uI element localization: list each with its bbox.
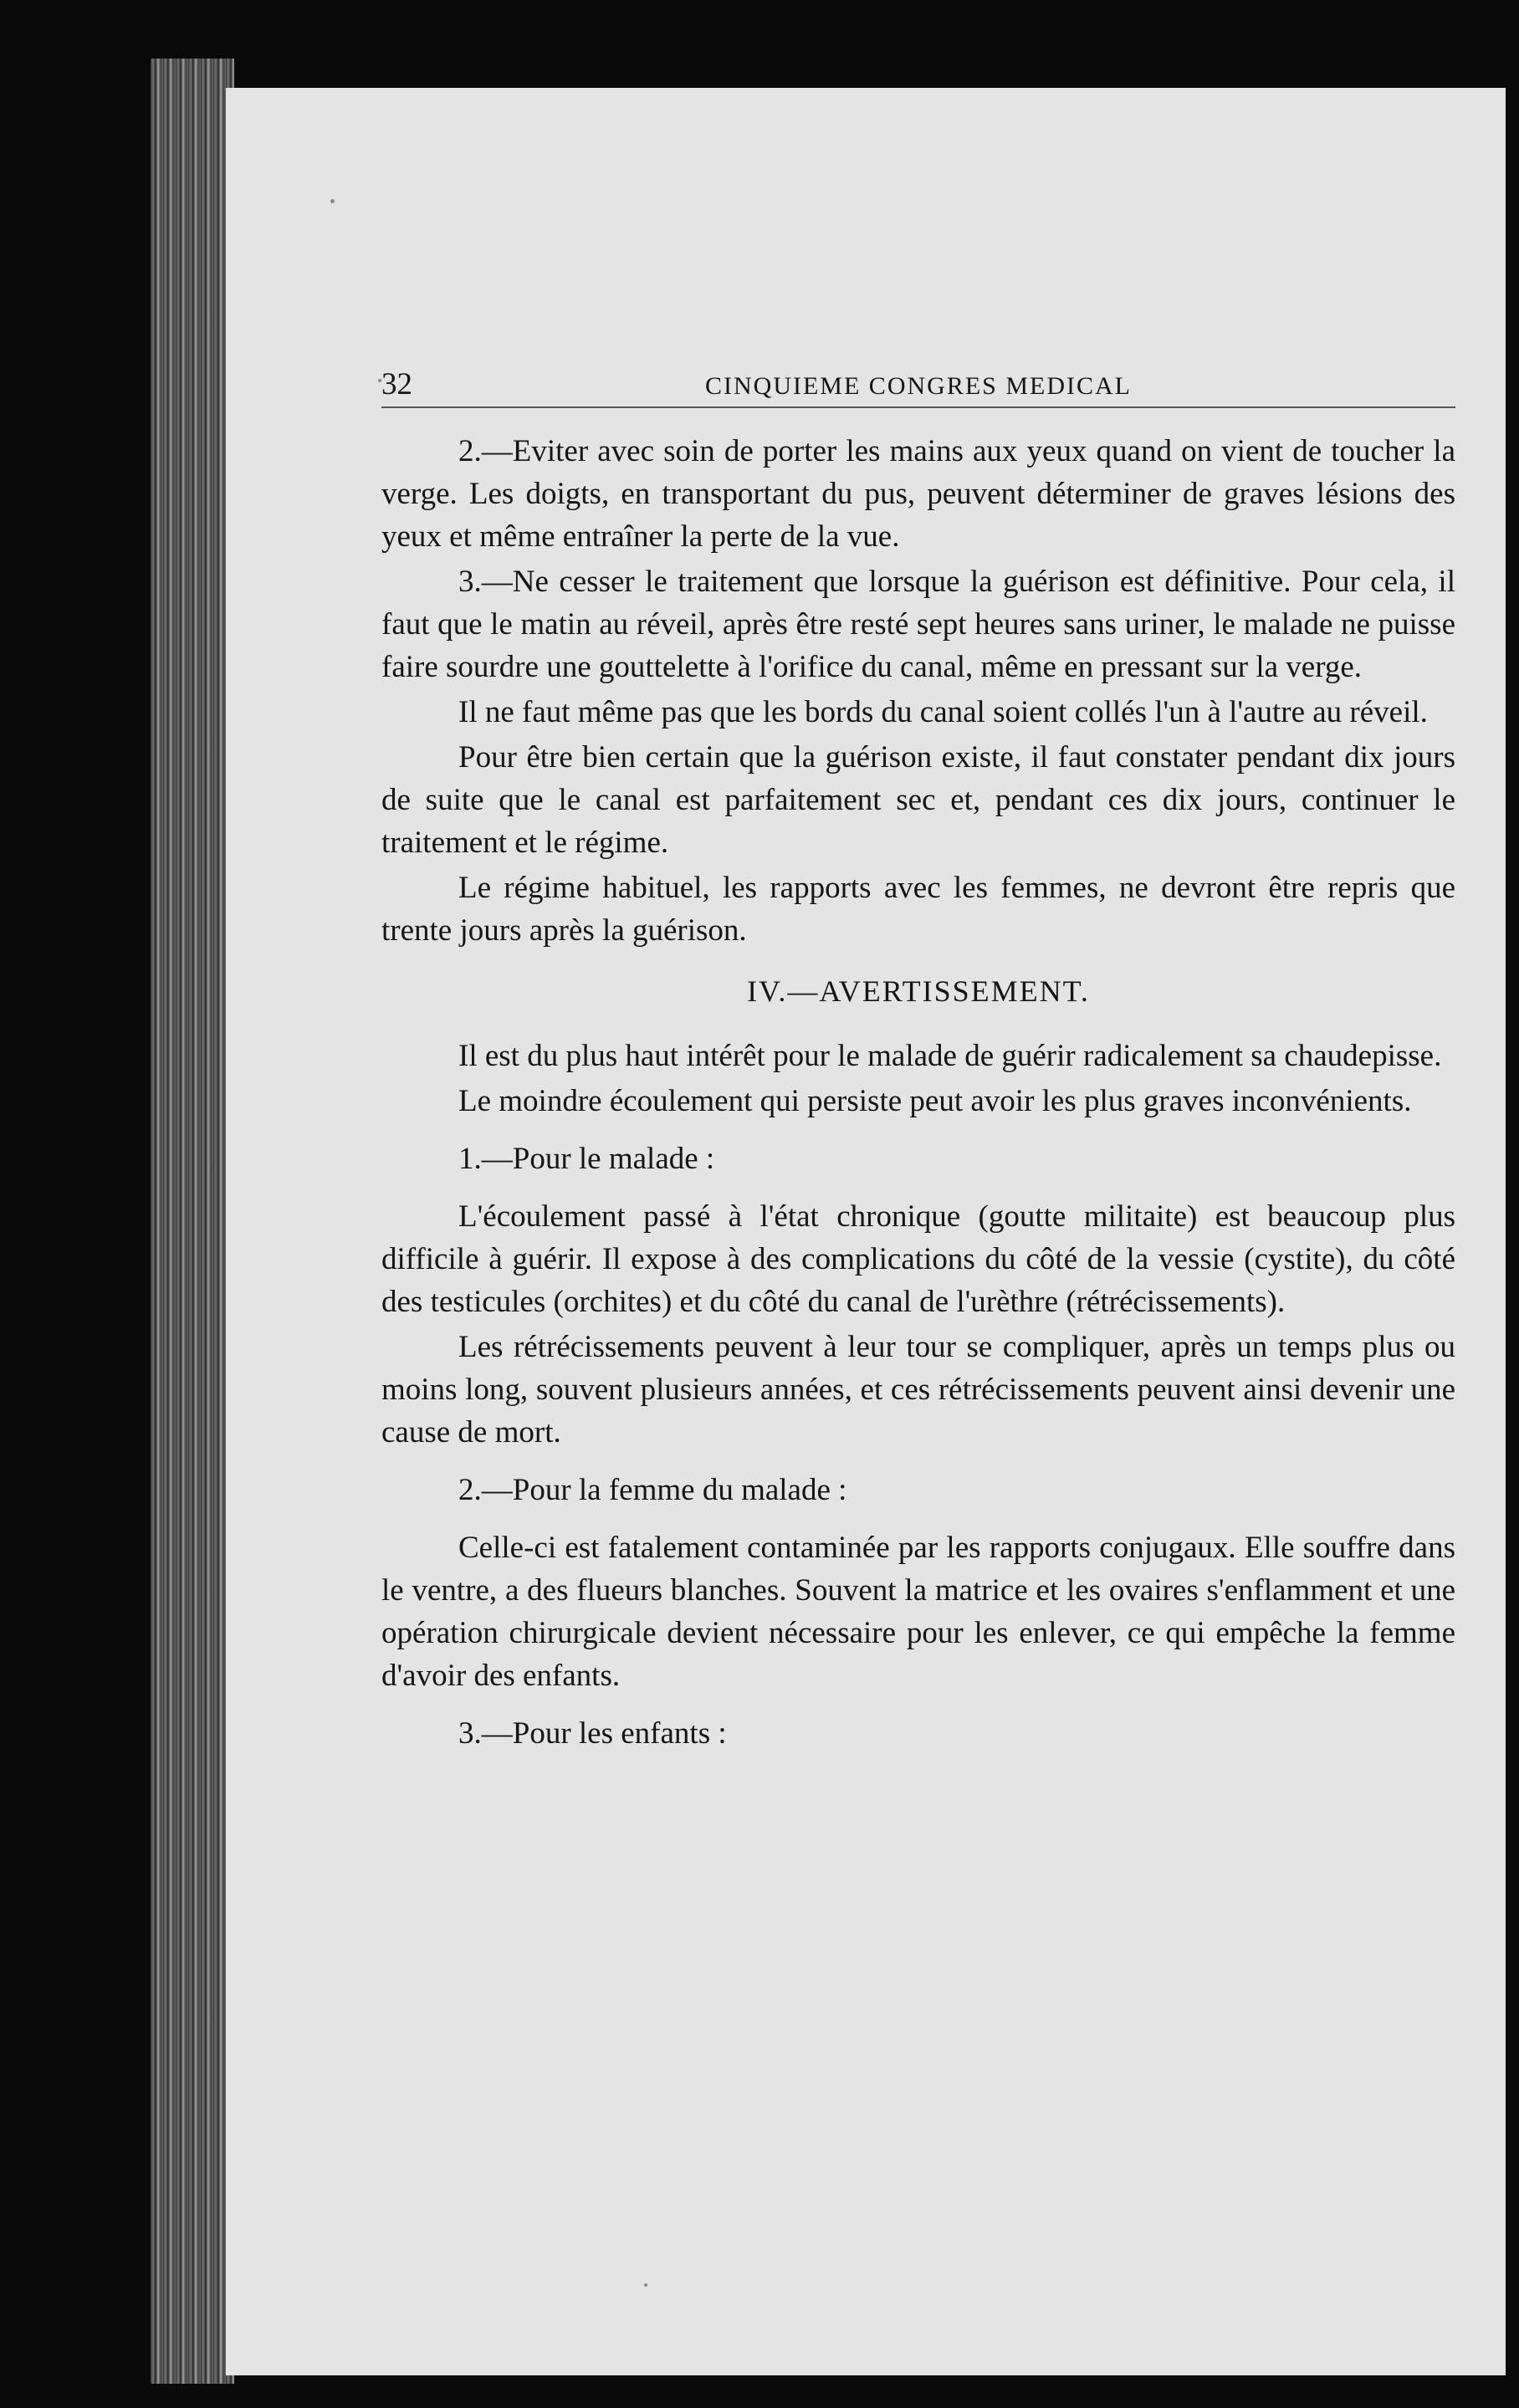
paragraph: Le moindre écoulement qui persiste peut avoir les plus graves inconvénients.	[458, 1084, 1412, 1118]
page-text	[381, 360, 1455, 1757]
scan-speck	[330, 199, 335, 203]
book-binding-edge	[151, 59, 234, 2384]
running-head	[381, 360, 1455, 408]
paragraph: Le régime habituel, les rapports avec les femmes, ne devront être repris que trente jours après la guérison.	[381, 871, 1455, 948]
paragraph: 2.—Eviter avec soin de porter les mains aux yeux quand on vient de toucher la verge. Les doigts, en transportant du pus, peuvent déterminer de graves lésions des yeux et même entraîner la perte de la vue.	[381, 434, 1455, 554]
paragraph: Celle-ci est fatalement contaminée par les rapports conjugaux. Elle souffre dans le ventre, a des flueurs blanches. Souvent la matrice et les ovaires s'enflamment et une opération chirurgicale devient nécessaire pour les enlever, ce qui empêche la femme d'avoir des enfants.	[381, 1531, 1455, 1693]
paragraph: Les rétrécissements peuvent à leur tour se compliquer, après un temps plus ou moins long, souvent plusieurs années, et ces rétrécissements peuvent ainsi devenir une cause de mort.	[381, 1330, 1455, 1449]
subheading: 3.—Pour les enfants :	[458, 1716, 727, 1751]
paragraph: Il ne faut même pas que les bords du canal soient collés l'un à l'autre au réveil.	[458, 695, 1428, 729]
subheading: 2.—Pour la femme du malade :	[458, 1473, 847, 1507]
section-heading: IV.—AVERTISSEMENT.	[747, 974, 1090, 1008]
running-title: CINQUIEME CONGRES MEDICAL	[705, 372, 1132, 400]
scan-speck	[644, 2283, 647, 2287]
paragraph: 3.—Ne cesser le traitement que lorsque la guérison est définitive. Pour cela, il faut que le matin au réveil, après être resté sept heures sans uriner, le malade ne puisse faire sourdre une gouttelette à l'orifice du canal, même en pressant sur la verge.	[381, 565, 1455, 684]
paragraph: Pour être bien certain que la guérison existe, il faut constater pendant dix jours de suite que le canal est parfaitement sec et, pendant ces dix jours, continuer le traitement et le régime.	[381, 740, 1455, 860]
subheading: 1.—Pour le malade :	[458, 1142, 715, 1176]
paragraph: Il est du plus haut intérêt pour le malade de guérir radicalement sa chaudepisse.	[458, 1039, 1442, 1073]
page-number: 32	[381, 367, 412, 401]
paragraph: L'écoulement passé à l'état chronique (goutte militaite) est beaucoup plus difficile à guérir. Il expose à des complications du côté de la vessie (cystite), du côté des testicules (orchites) et du côté du canal de l'urèthre (rétrécissements).	[381, 1199, 1455, 1319]
